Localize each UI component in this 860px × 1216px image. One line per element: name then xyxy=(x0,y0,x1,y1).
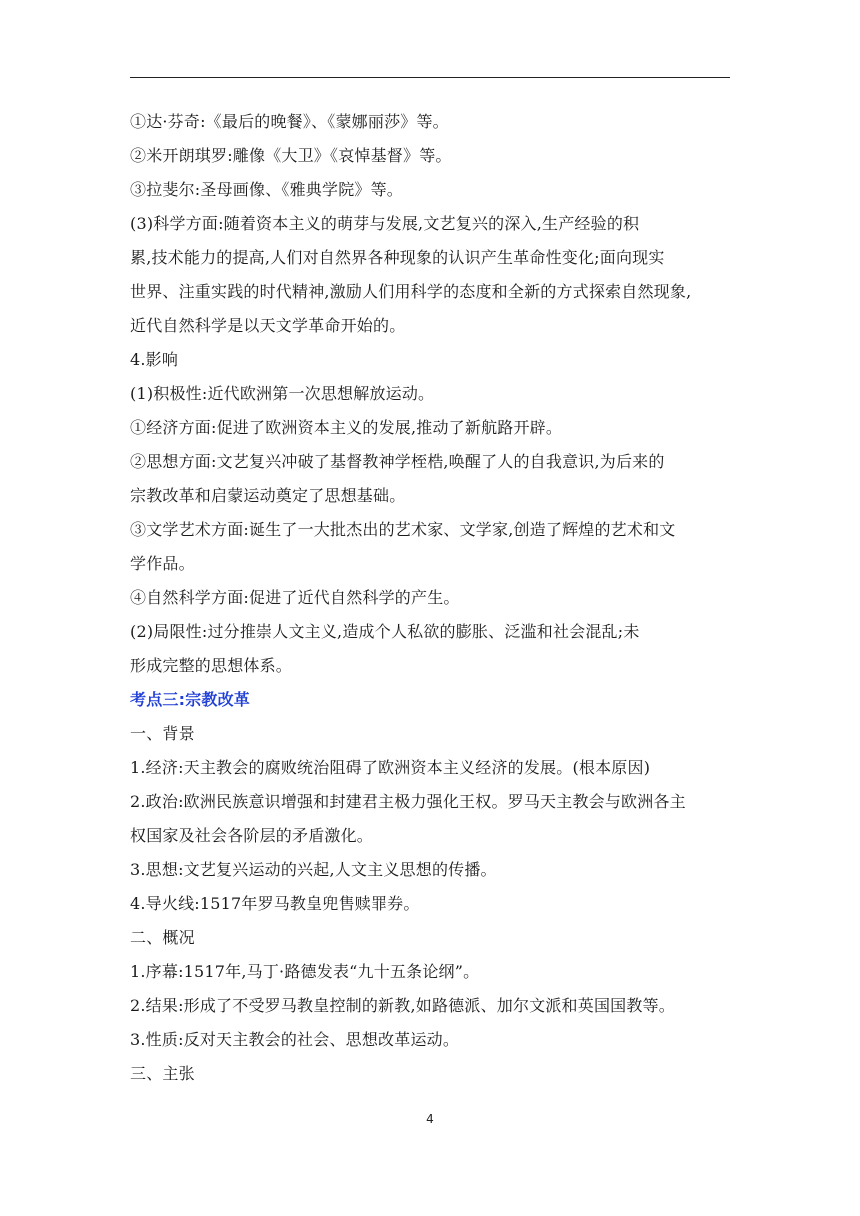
text-line: 三、主张 xyxy=(130,1064,195,1083)
text-line: 4.影响 xyxy=(130,350,179,369)
text-line: ①达·芬奇:《最后的晚餐》、《蒙娜丽莎》等。 xyxy=(130,112,449,131)
text-line: ③文学艺术方面:诞生了一大批杰出的艺术家、文学家,创造了辉煌的艺术和文 xyxy=(130,520,676,539)
text-line: 宗教改革和启蒙运动奠定了思想基础。 xyxy=(130,486,406,505)
page-number: 4 xyxy=(426,1112,434,1126)
text-line: 2.结果:形成了不受罗马教皇控制的新教,如路德派、加尔文派和英国国教等。 xyxy=(130,996,675,1015)
text-line: 3.性质:反对天主教会的社会、思想改革运动。 xyxy=(130,1030,460,1049)
text-line: (2)局限性:过分推崇人文主义,造成个人私欲的膨胀、泛滥和社会混乱;未 xyxy=(130,622,640,641)
text-line: 3.思想:文艺复兴运动的兴起,人文主义思想的传播。 xyxy=(130,860,497,879)
text-line: 二、概况 xyxy=(130,928,195,947)
text-line: 2.政治:欧洲民族意识增强和封建君主极力强化王权。罗马天主教会与欧洲各主 xyxy=(130,792,686,811)
text-line: 1.经济:天主教会的腐败统治阻碍了欧洲资本主义经济的发展。(根本原因) xyxy=(130,758,651,777)
text-line: ②米开朗琪罗:雕像《大卫》《哀悼基督》等。 xyxy=(130,146,452,165)
section-heading: 考点三:宗教改革 xyxy=(130,690,250,709)
text-line: 学作品。 xyxy=(130,554,195,573)
text-line: 近代自然科学是以天文学革命开始的。 xyxy=(130,316,406,335)
text-line: 一、背景 xyxy=(130,724,195,743)
text-line: 1.序幕:1517年,马丁·路德发表“九十五条论纲”。 xyxy=(130,962,480,981)
text-line: 4.导火线:1517年罗马教皇兜售赎罪券。 xyxy=(130,894,420,913)
text-line: 形成完整的思想体系。 xyxy=(130,656,293,675)
text-line: 世界、注重实践的时代精神,激励人们用科学的态度和全新的方式探索自然现象, xyxy=(130,282,692,301)
text-line: ④自然科学方面:促进了近代自然科学的产生。 xyxy=(130,588,460,607)
text-line: ①经济方面:促进了欧洲资本主义的发展,推动了新航路开辟。 xyxy=(130,418,563,437)
text-line: (3)科学方面:随着资本主义的萌芽与发展,文艺复兴的深入,生产经验的积 xyxy=(130,214,640,233)
text-line: (1)积极性:近代欧洲第一次思想解放运动。 xyxy=(130,384,435,403)
text-line: 累,技术能力的提高,人们对自然界各种现象的认识产生革命性变化;面向现实 xyxy=(130,248,665,267)
document-body xyxy=(130,105,730,1091)
text-line: ②思想方面:文艺复兴冲破了基督教神学桎梏,唤醒了人的自我意识,为后来的 xyxy=(130,452,665,471)
header-rule xyxy=(130,77,730,78)
text-line: ③拉斐尔:圣母画像、《雅典学院》等。 xyxy=(130,180,403,199)
text-line: 权国家及社会各阶层的矛盾激化。 xyxy=(130,826,374,845)
